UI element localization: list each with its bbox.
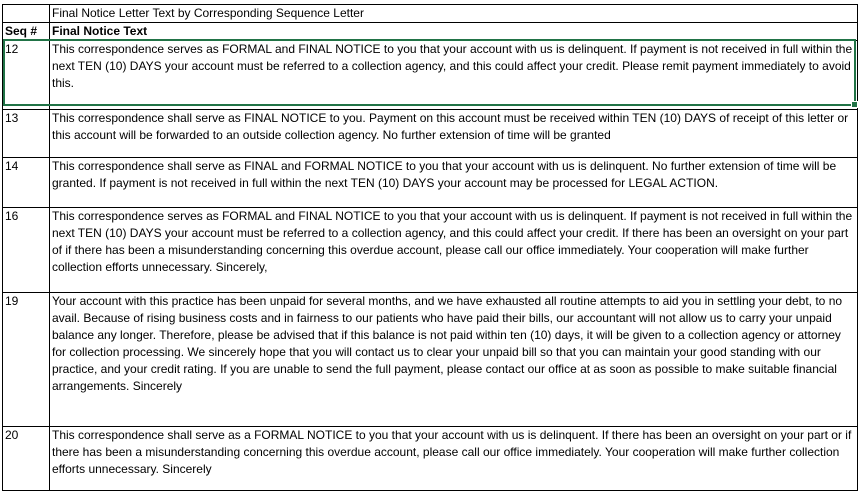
seq-cell[interactable]: 19 xyxy=(3,293,50,427)
notice-text-cell[interactable]: This correspondence shall serve as FINAL and FORMAL NOTICE to you that your account with us is delinquent. No further extension of time will be granted. If payment is not received in full within the next TEN (10) DAYS your account may be processed for LEGAL ACTION. xyxy=(50,158,858,208)
text-header-cell[interactable]: Final Notice Text xyxy=(50,23,858,41)
table-row xyxy=(3,158,858,208)
title-blank-cell[interactable] xyxy=(3,5,50,23)
notice-text-cell[interactable]: Your account with this practice has been unpaid for several months, and we have exhausted all routine attempts to aid you in settling your debt, to no avail. Because of rising business costs and in fairness to our patients who have paid their bills, our accountant will not allow us to carry your unpaid balance any longer. Therefore, please be advised that if this balance is not paid within ten (10) days, it will be given to a collection agency or attorney for collection processing. We sincerely hope that you will contact us to clear your unpaid bill so that you can maintain your good standing with our practice, and your credit rating. If you are unable to send the full payment, please contact our office at as soon as possible to make suitable financial arrangements. Sincerely xyxy=(50,293,858,427)
seq-header-cell[interactable]: Seq # xyxy=(3,23,50,41)
header-row xyxy=(3,23,858,41)
seq-cell[interactable]: 16 xyxy=(3,208,50,293)
seq-cell[interactable]: 14 xyxy=(3,158,50,208)
sheet-title-cell[interactable]: Final Notice Letter Text by Corresponding Sequence Letter xyxy=(50,5,858,23)
table-row xyxy=(3,427,858,491)
table-row xyxy=(3,110,858,158)
table-row xyxy=(3,208,858,293)
notice-text-cell[interactable]: This correspondence shall serve as a FORMAL NOTICE to you that your account with us is delinquent. If there has been an oversight on your part or if there has been a misunderstanding concerning this overdue account, please call our office immediately. Your cooperation will make further collection efforts unnecessary. Sincerely xyxy=(50,427,858,491)
final-notice-table xyxy=(2,4,858,491)
seq-cell[interactable]: 20 xyxy=(3,427,50,491)
seq-cell[interactable]: 13 xyxy=(3,110,50,158)
notice-text-cell[interactable]: This correspondence serves as FORMAL and FINAL NOTICE to you that your account with us is delinquent. If payment is not received in full within the next TEN (10) DAYS your account must be referred to a collection agency, and this could affect your credit. Please remit payment immediately to avoid this. xyxy=(50,41,858,110)
seq-cell[interactable]: 12 xyxy=(3,41,50,110)
notice-text-cell[interactable]: This correspondence serves as FORMAL and FINAL NOTICE to you that your account with us is delinquent. If payment is not received in full within the next TEN (10) DAYS your account must be referred to a collection agency, and this could affect your credit. If there has been an oversight on your part of if there has been a misunderstanding concerning this overdue account, please call our office immediately. Your cooperation will make further collection efforts unnecessary. Sincerely, xyxy=(50,208,858,293)
table-row xyxy=(3,41,858,110)
table-row xyxy=(3,293,858,427)
notice-text-cell[interactable]: This correspondence shall serve as FINAL NOTICE to you. Payment on this account must be received within TEN (10) DAYS of receipt of this letter or this account will be forwarded to an outside collection agency. No further extension of time will be granted xyxy=(50,110,858,158)
title-row xyxy=(3,5,858,23)
